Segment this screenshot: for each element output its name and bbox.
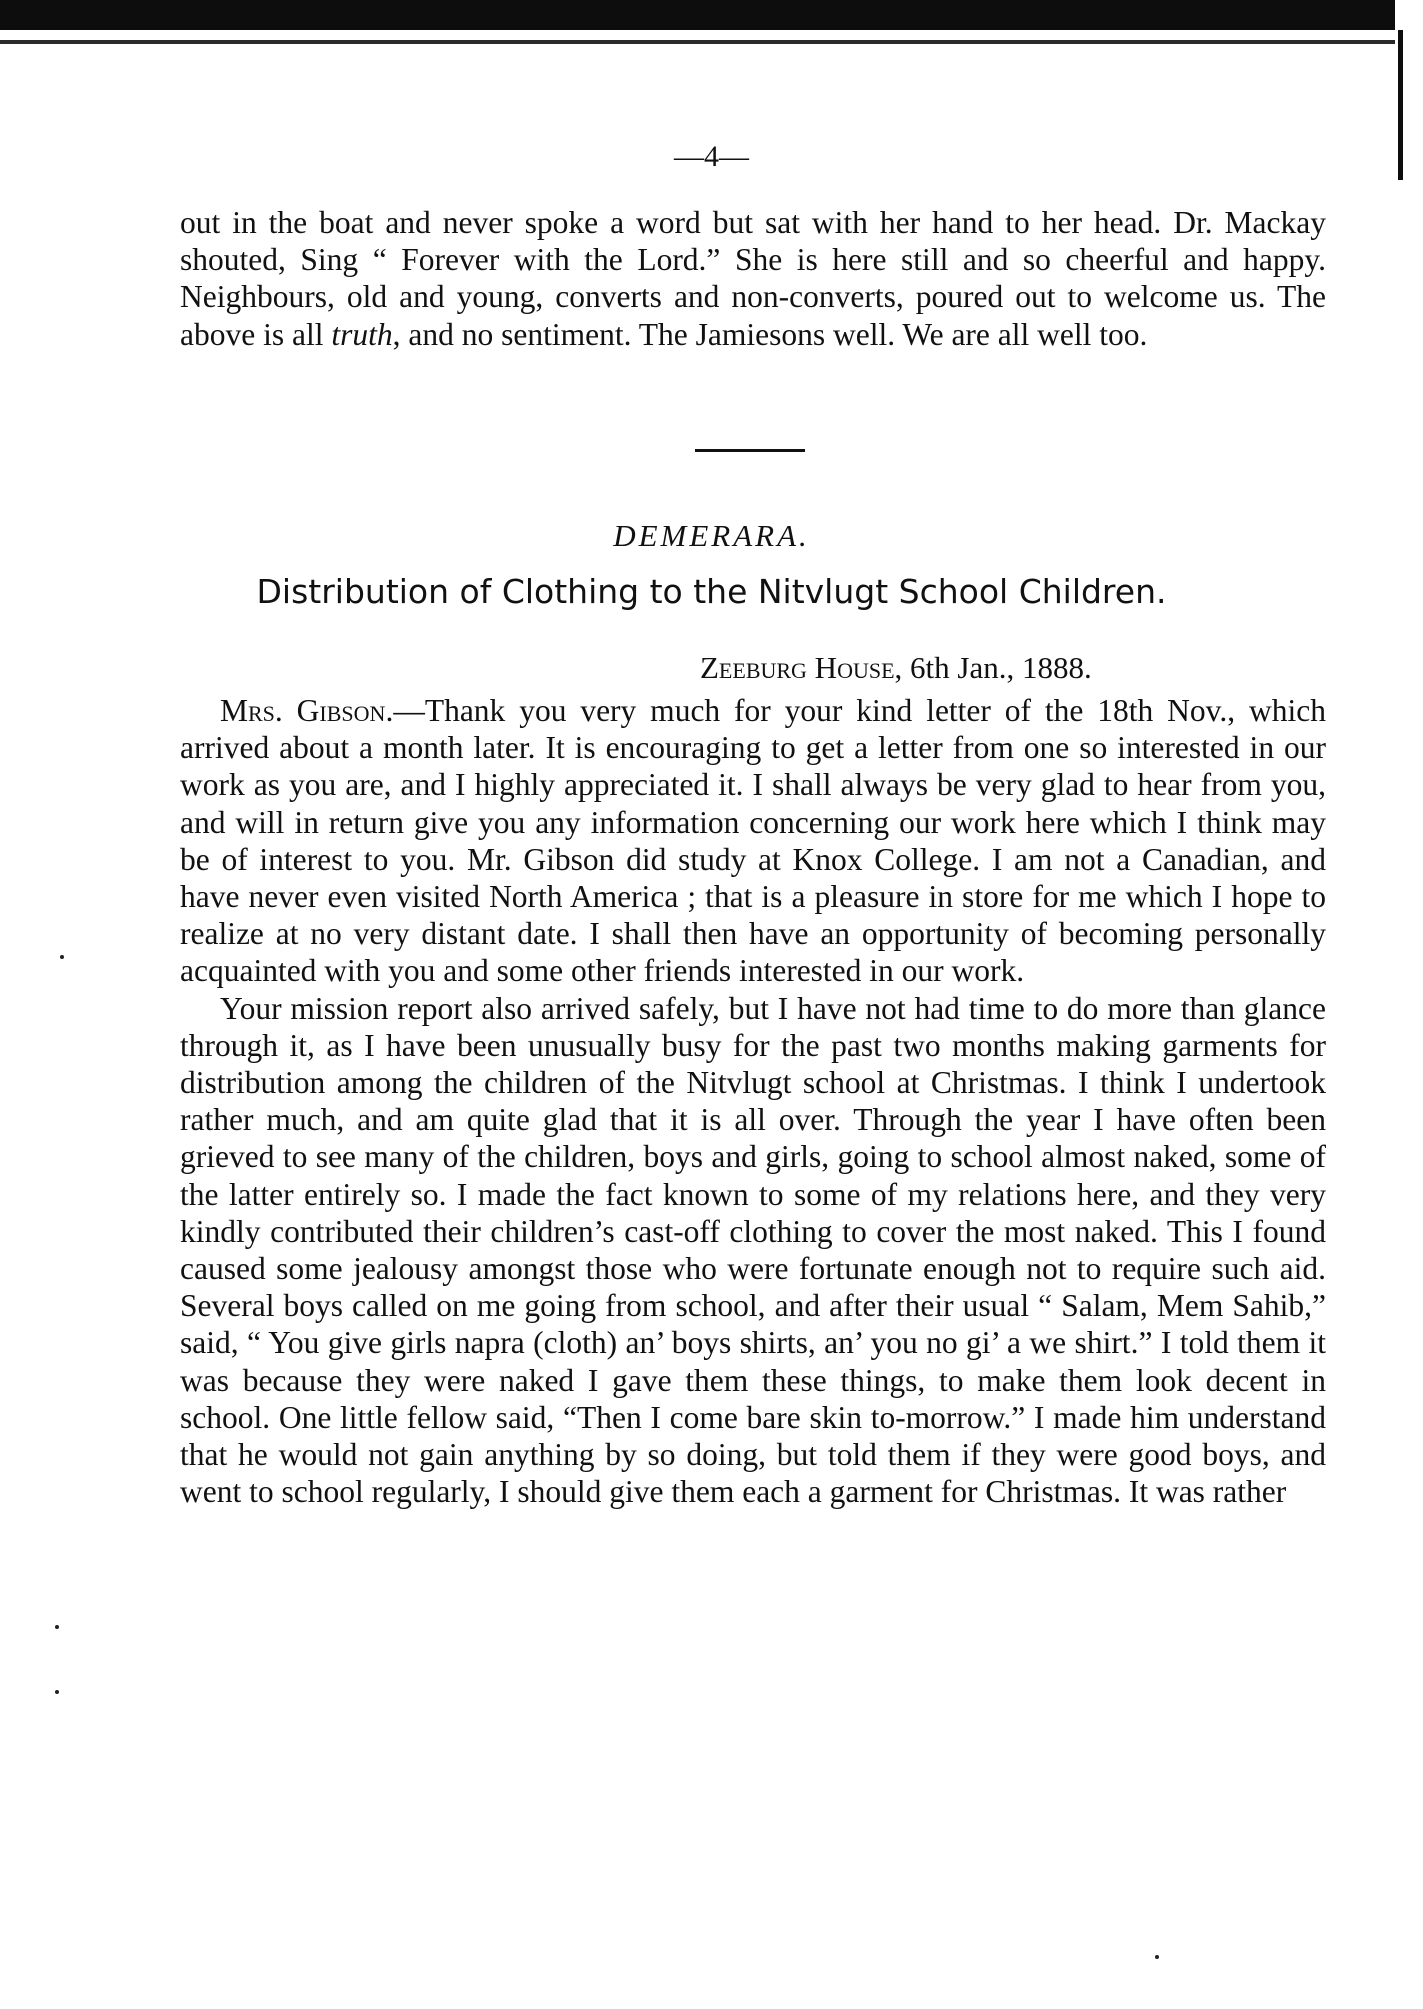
section-heading: DEMERARA. xyxy=(613,518,810,553)
section-subheading: Distribution of Clothing to the Nitvlugt School Children. xyxy=(256,572,1167,611)
letter-body xyxy=(180,692,1326,1510)
margin-speck xyxy=(55,1625,59,1629)
margin-speck xyxy=(1155,1955,1159,1959)
paragraph-top xyxy=(180,204,1326,353)
emphasis-truth: truth xyxy=(331,316,393,352)
top-thin-rule xyxy=(0,40,1395,44)
dateline-date: , 6th Jan., 1888. xyxy=(894,650,1092,685)
top-border-rule xyxy=(0,0,1395,30)
paragraph-top-part-1: out in the boat and never spoke a word but sat with her hand to her head. Dr. Mackay shouted, Sing “ Forever with the Lord.” She is here still and so cheerful and happy. Neighbours, old and young, converts and non-converts, poured out to welcome us. The above is all xyxy=(180,205,1326,352)
dateline xyxy=(700,650,1340,686)
margin-speck xyxy=(55,1690,59,1694)
margin-speck xyxy=(60,955,64,959)
letter-paragraph-2: Your mission report also arrived safely, but I have not had time to do more than glance through it, as I have been unusually busy for the past two months making garments for distribution among the children of the Nitvlugt school at Christmas. I think I undertook rather much, and am quite glad that it is all over. Through the year I have often been grieved to see many of the children, boys and girls, going to school almost naked, some of the latter entirely so. I made the fact known to some of my relations here, and they very kindly contributed their children’s cast-off clothing to cover the most naked. This I found caused some jealousy amongst those who were fortunate enough not to require such aid. Several boys called on me going from school, and after their usual “ Salam, Mem Sahib,” said, “ You give girls napra (cloth) an’ boys shirts, an’ you no gi’ a we shirt.” I told them it was because they were naked I gave them these things, to make them look decent in school. One little fellow said, “Then I come bare skin to-morrow.” I made him understand that he would not gain anything by so doing, but told them if they were good boys, and went to school regularly, I should give them each a garment for Christmas. It was rather xyxy=(180,990,1326,1510)
salutation: Mrs. Gibson. xyxy=(220,693,394,728)
dateline-place: Zeeburg House xyxy=(700,650,895,685)
letter-excerpt-top xyxy=(180,204,1326,353)
section-divider xyxy=(695,449,805,452)
letter-paragraph-1-text: —Thank you very much for your kind letter of the 18th Nov., which arrived about a month later. It is encouraging to get a letter from one so interested in our work as you are, and I highly appreciated it. I shall always be very glad to hear from you, and will in return give you any information concerning our work here which I think may be of interest to you. Mr. Gibson did study at Knox College. I am not a Canadian, and have never even visited North America ; that is a pleasure in store for me which I hope to realize at no very distant date. I shall then have an opportunity of becoming personally acquainted with you and some other friends interested in our work. xyxy=(180,693,1326,989)
page-number: —4— xyxy=(674,140,749,173)
letter-paragraph-1 xyxy=(180,692,1326,990)
paragraph-top-part-3: , and no sentiment. The Jamiesons well. We are all well too. xyxy=(392,316,1148,352)
